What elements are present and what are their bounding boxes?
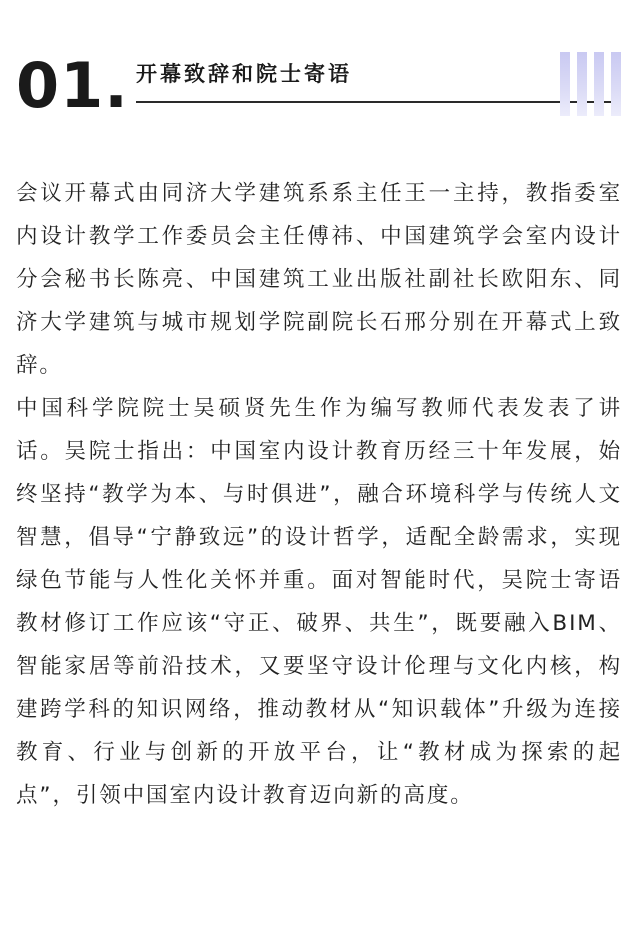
section-number: 01.	[16, 49, 129, 122]
stripe-bar	[577, 52, 587, 116]
title-underline	[136, 101, 618, 103]
section-header	[0, 0, 640, 140]
stripe-bar	[560, 52, 570, 116]
paragraph-opening-ceremony: 会议开幕式由同济大学建筑系系主任王一主持，教指委室内设计教学工作委员会主任傅祎、中国建筑学会室内设计分会秘书长陈亮、中国建筑工业出版社副社长欧阳东、同济大学建筑与城市规划学院副院长石邢分别在开幕式上致辞。	[16, 181, 622, 378]
stripe-bar	[594, 52, 604, 116]
striped-decoration-icon	[560, 52, 622, 116]
paragraph-academician-speech: 中国科学院院士吴硕贤先生作为编写教师代表发表了讲话。吴院士指出：中国室内设计教育历经三十年发展，始终坚持“教学为本、与时俱进”，融合环境科学与传统人文智慧，倡导“宁静致远”的设计哲学，适配全龄需求，实现绿色节能与人性化关怀并重。面对智能时代，吴院士寄语教材修订工作应该“守正、破界、共生”，既要融入BIM、智能家居等前沿技术，又要坚守设计伦理与文化内核，构建跨学科的知识网络，推动教材从“知识载体”升级为连接教育、行业与创新的开放平台，让“教材成为探索的起点”，引领中国室内设计教育迈向新的高度。	[16, 396, 622, 808]
section-title: 开幕致辞和院士寄语	[136, 62, 352, 86]
stripe-bar	[611, 52, 621, 116]
article-body	[16, 172, 622, 817]
